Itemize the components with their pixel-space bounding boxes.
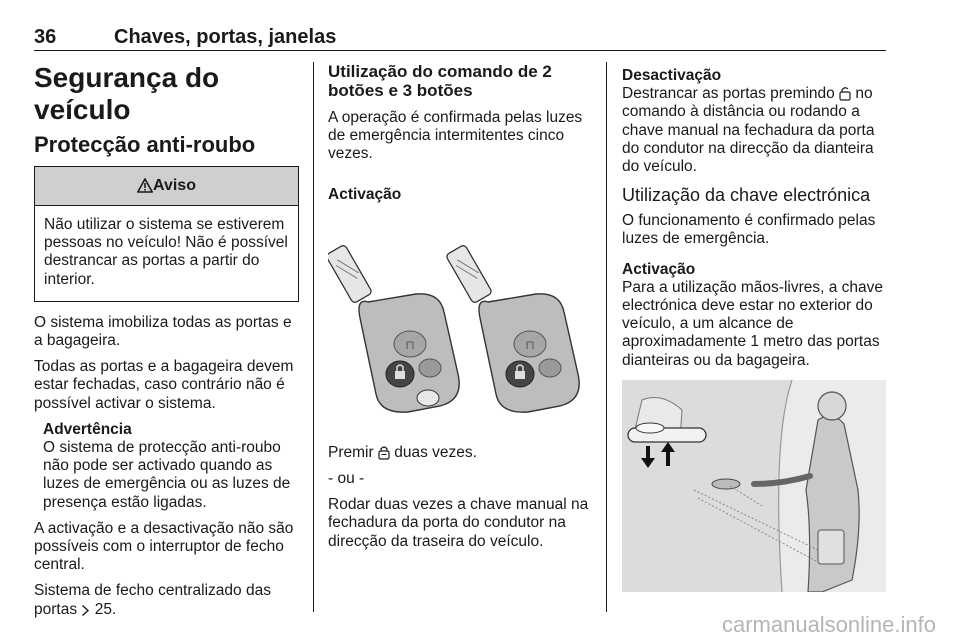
warning-header [35,167,298,206]
deactivation-text-start: Destrancar as portas premindo [622,85,835,103]
paragraph: O sistema imobiliza todas as portas e a bagageira. [34,313,292,350]
page-reference-arrow-icon [81,604,90,617]
svg-text:⊓: ⊓ [525,337,535,352]
header-rule [34,50,886,51]
or-separator: - ou - [328,470,365,488]
electronic-key-illustration [622,380,886,592]
warning-box [34,166,299,302]
warning-text: Não utilizar o sistema se estiverem pessoas no veículo! Não é possível destrancar as portas a partir do interior. [44,216,288,288]
paragraph: Rodar duas vezes a chave manual na fechadura da porta do condutor na direcção da traseira do veículo. [328,496,589,550]
deactivation-text-end: no comando à distância ou rodando a chave manual na fechadura da porta do condutor na direcção da dianteira do veículo. [622,85,875,176]
paragraph: A operação é confirmada pelas luzes de emergência intermitentes cinco vezes. [328,109,583,163]
note-block [34,421,299,512]
activation-label: Activação [328,185,402,203]
warning-triangle-icon [137,178,153,193]
cross-reference [34,582,299,618]
page-header [34,26,886,50]
subsection-heading: Utilização da chave electrónica [622,185,871,206]
column-3 [622,62,886,592]
paragraph: Para a utilização mãos-livres, a chave electrónica deve estar no exterior do veículo, a um alcance de aproximadamente 1 metro das portas dianteiras ou da bagageira. [622,278,884,369]
svg-text:⊓: ⊓ [405,337,415,352]
lock-icon [378,445,390,460]
chapter-title: Chaves, portas, janelas [114,26,337,48]
paragraph: Todas as portas e a bagageira devem estar fechadas, caso contrário não é possível activar o sistema. [34,358,294,412]
remote-keys-illustration [328,222,592,432]
warning-label: Aviso [153,177,196,194]
section-subtitle: Protecção anti-roubo [34,132,256,157]
column-2 [328,62,592,559]
note-text: O sistema de protecção anti-roubo não pode ser activado quando as luzes de emergência ou as luzes de presença estão ligadas. [43,439,291,511]
paragraph: O funcionamento é confirmado pelas luzes de emergência. [622,212,876,248]
note-title: Advertência [43,420,132,438]
remote-key-fob-icon [328,222,592,432]
section-title: Segurança do veículo [34,62,220,125]
paragraph: A activação e a desactivação não são possíveis com o interruptor de fecho central. [34,519,294,574]
press-text: Premir [328,443,374,461]
column-divider-2 [606,62,607,612]
column-divider-1 [313,62,314,612]
reference-page: 25. [94,600,117,618]
column-1 [34,62,299,627]
reference-text: Sistema de fecho centralizado das portas [34,582,271,618]
unlock-icon [839,86,851,101]
instruction-press [328,444,592,462]
watermark: carmanualsonline.info [721,612,936,637]
page-number: 36 [34,26,57,48]
hands-free-key-icon [622,380,886,592]
press-text-end: duas vezes. [394,443,477,461]
deactivation-label: Desactivação [622,67,722,84]
activation-label: Activação [622,260,696,278]
deactivation-text [622,85,886,176]
subsection-heading: Utilização do comando de 2 botões e 3 botões [328,62,552,100]
